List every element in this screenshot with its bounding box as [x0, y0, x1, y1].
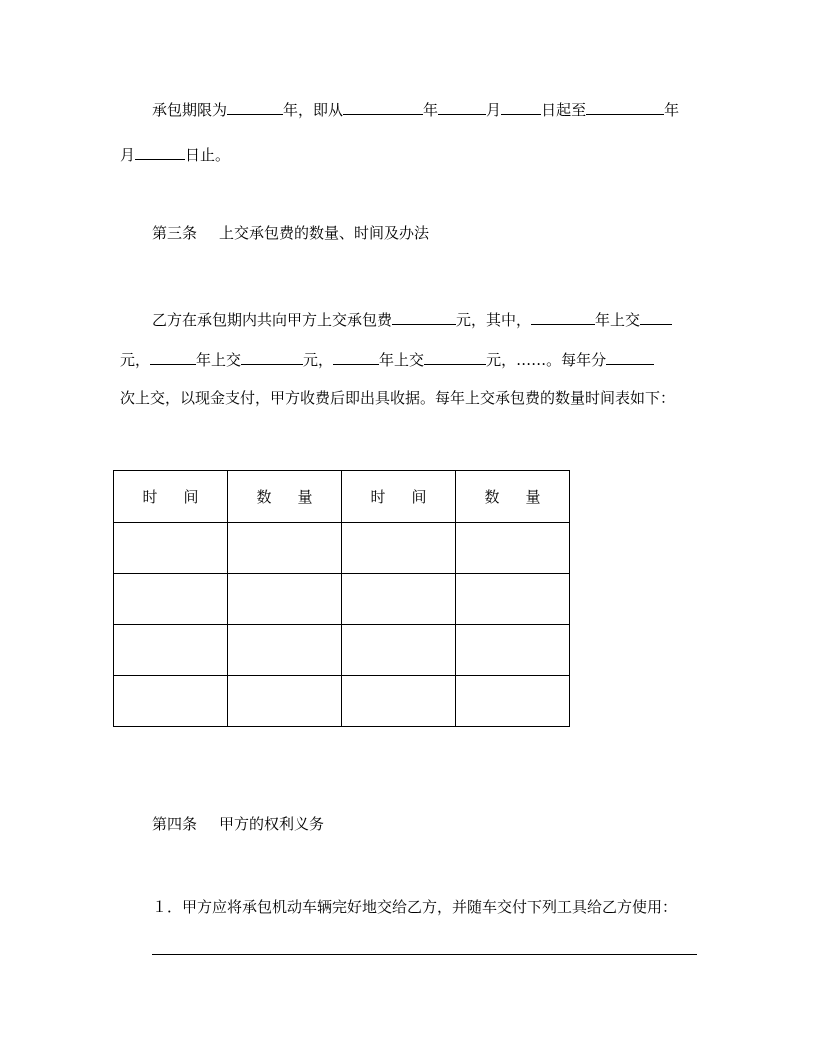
table-cell[interactable] [342, 523, 456, 574]
year-2-blank[interactable] [150, 348, 196, 365]
fee-line-1 [152, 308, 672, 328]
table-cell[interactable] [342, 625, 456, 676]
fee-payment-terms: 次上交，以现金支付，甲方收费后即出具收据。每年上交承包费的数量时间表如下： [120, 389, 676, 407]
table-cell[interactable] [342, 574, 456, 625]
header-quantity-1: 数量 [228, 471, 342, 523]
table-cell[interactable] [114, 574, 228, 625]
table-cell[interactable] [456, 676, 570, 727]
article-4-title: 甲方的权利义务 [219, 815, 325, 833]
table-cell[interactable] [114, 625, 228, 676]
tools-list-blank-line[interactable] [152, 954, 697, 955]
start-month-label: 月 [486, 101, 502, 119]
term-year-unit: 年，即从 [283, 101, 344, 119]
term-line-1 [152, 98, 679, 118]
table-cell[interactable] [228, 625, 342, 676]
fee-prefix: 乙方在承包期内共向甲方上交承包费 [152, 311, 393, 329]
item-1-text: 甲方应将承包机动车辆完好地交给乙方，并随车交付下列工具给乙方使用： [182, 898, 678, 916]
year-1-blank[interactable] [531, 308, 595, 325]
article-3-heading [152, 223, 429, 243]
table-cell[interactable] [228, 676, 342, 727]
fee-line-2 [120, 348, 654, 368]
article-4-heading [152, 814, 324, 834]
amount-3-blank[interactable] [424, 348, 486, 365]
table-row [114, 625, 570, 676]
table-cell[interactable] [228, 523, 342, 574]
table-cell[interactable] [456, 625, 570, 676]
item-1-number: １． [152, 898, 183, 916]
start-year-blank[interactable] [343, 98, 423, 115]
article-4-item-1 [152, 897, 677, 917]
installments-blank[interactable] [606, 348, 654, 365]
term-prefix: 承包期限为 [152, 101, 228, 119]
end-year-blank[interactable] [586, 98, 664, 115]
fee-yuan-among: 元，其中， [456, 311, 532, 329]
table-cell[interactable] [342, 676, 456, 727]
start-month-blank[interactable] [438, 98, 486, 115]
header-quantity-2: 数量 [456, 471, 570, 523]
start-year-label: 年 [423, 101, 439, 119]
table-cell[interactable] [456, 523, 570, 574]
table-cell[interactable] [456, 574, 570, 625]
year-3-submit: 年上交 [379, 351, 425, 369]
end-year-label: 年 [664, 101, 680, 119]
year-1-submit: 年上交 [595, 311, 641, 329]
table-cell[interactable] [114, 676, 228, 727]
header-time-1: 时间 [114, 471, 228, 523]
article-4-number: 第四条 [152, 815, 198, 833]
amount-2-blank[interactable] [241, 348, 303, 365]
term-line-2 [120, 143, 230, 163]
amount-1-blank[interactable] [640, 308, 672, 325]
fee-yuan-2: 元， [303, 351, 334, 369]
table-row [114, 523, 570, 574]
fee-yuan-3: 元，……。每年分 [486, 351, 607, 369]
total-fee-blank[interactable] [392, 308, 456, 325]
table-cell[interactable] [228, 574, 342, 625]
year-3-blank[interactable] [333, 348, 379, 365]
table-row [114, 574, 570, 625]
end-month-blank[interactable] [135, 143, 185, 160]
end-day-label: 日止。 [185, 146, 231, 164]
table-header-row [114, 471, 570, 523]
start-day-label: 日起至 [541, 101, 587, 119]
year-2-submit: 年上交 [196, 351, 242, 369]
end-month-label: 月 [120, 146, 136, 164]
fee-line-3 [120, 388, 675, 408]
fee-schedule-table [113, 470, 570, 727]
table-cell[interactable] [114, 523, 228, 574]
table-row [114, 676, 570, 727]
header-time-2: 时间 [342, 471, 456, 523]
term-years-blank[interactable] [227, 98, 283, 115]
article-3-title: 上交承包费的数量、时间及办法 [219, 224, 430, 242]
article-3-number: 第三条 [152, 224, 198, 242]
fee-yuan-1: 元， [120, 351, 151, 369]
start-day-blank[interactable] [501, 98, 541, 115]
